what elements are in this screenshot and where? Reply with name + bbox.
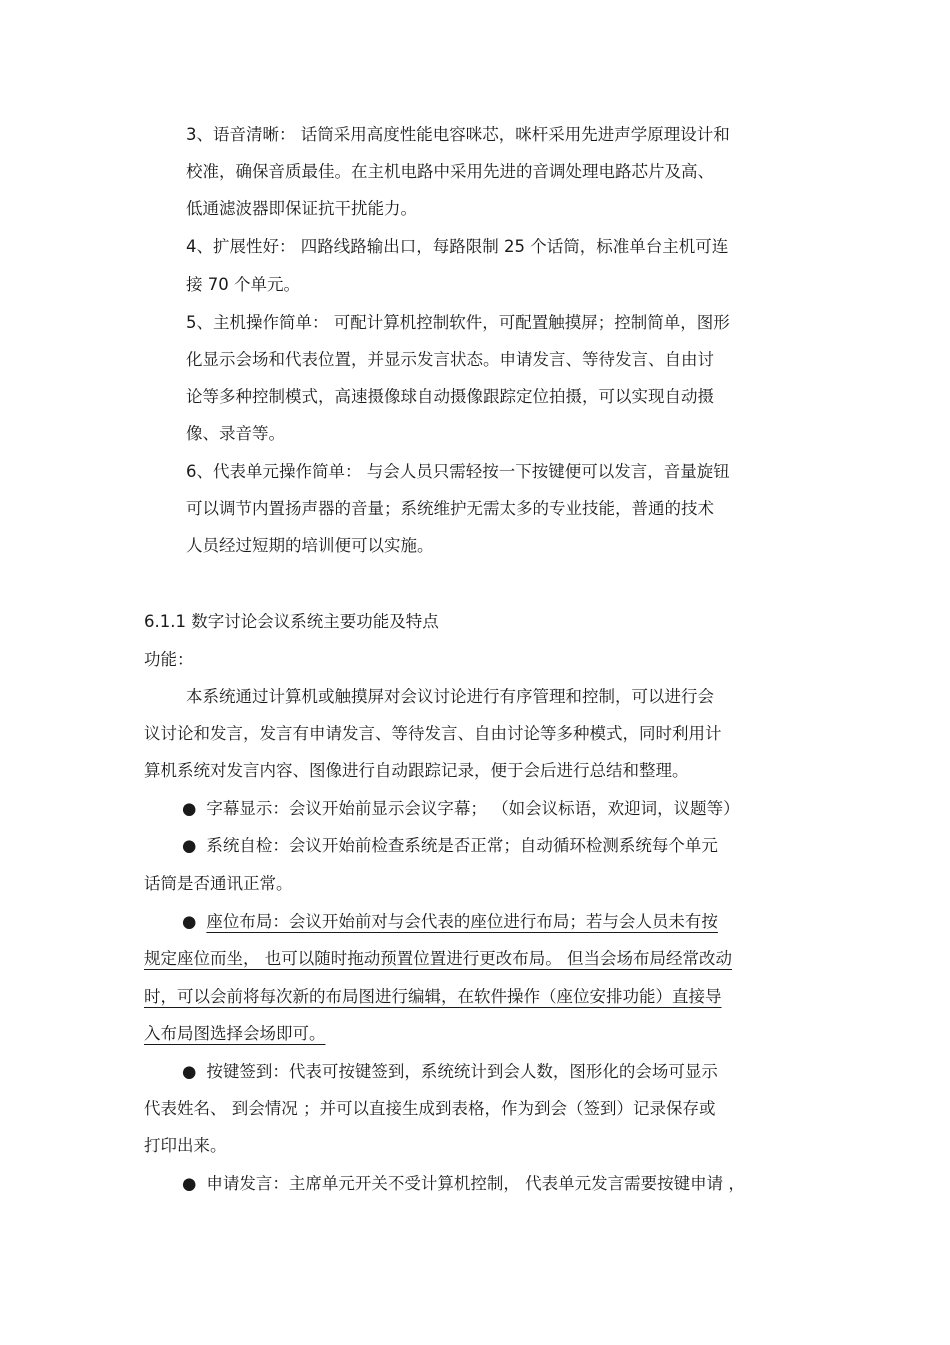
seat-layout-line-2: 规定座位而坐， 也可以随时拖动预置位置进行更改布局。 但当会场布局经常改动: [144, 949, 732, 968]
bullet-icon: ●: [182, 799, 197, 818]
bullet-text: 字幕显示：会议开始前显示会议字幕； （如会议标语，欢迎词，议题等）: [206, 799, 740, 818]
intro-line-1: 本系统通过计算机或触摸屏对会议讨论进行有序管理和控制，可以进行会: [186, 687, 714, 706]
item-6-line-2: 可以调节内置扬声器的音量；系统维护无需太多的专业技能，普通的技术: [186, 499, 714, 518]
bullet-text: 申请发言：主席单元开关不受计算机控制， 代表单元发言需要按键申请 ，: [206, 1174, 745, 1193]
bullet-text: 按键签到：代表可按键签到，系统统计到会人数，图形化的会场可显示: [206, 1062, 718, 1081]
section-heading: 6.1.1 数字讨论会议系统主要功能及特点: [144, 612, 439, 631]
bullet-icon: ●: [182, 912, 197, 931]
bullet-text: 系统自检：会议开始前检查系统是否正常；自动循环检测系统每个单元: [206, 836, 718, 855]
bullet-selfcheck-continued: 话筒是否通讯正常。: [144, 874, 293, 893]
bullet-icon: ●: [182, 1062, 197, 1081]
intro-line-2: 议讨论和发言，发言有申请发言、等待发言、自由讨论等多种模式，同时利用计: [144, 724, 722, 743]
item-5-line-1: 5、主机操作简单： 可配计算机控制软件，可配置触摸屏；控制简单，图形: [186, 313, 730, 332]
function-label: 功能：: [144, 650, 194, 669]
bullet-seat-layout: [182, 910, 718, 934]
bullet-subtitle-display: [182, 797, 740, 821]
item-6-line-3: 人员经过短期的培训便可以实施。: [186, 536, 434, 555]
item-5-line-3: 论等多种控制模式，高速摄像球自动摄像跟踪定位拍摄，可以实现自动摄: [186, 387, 714, 406]
item-3-line-1: 3、语音清晰： 话筒采用高度性能电容咪芯，咪杆采用先进声学原理设计和: [186, 125, 730, 144]
item-5-line-4: 像、录音等。: [186, 424, 285, 443]
bullet-system-selfcheck: [182, 834, 718, 858]
signin-line-3: 打印出来。: [144, 1136, 227, 1155]
seat-layout-line-3: 时，可以会前将每次新的布局图进行编辑，在软件操作（座位安排功能）直接导: [144, 987, 722, 1006]
signin-line-2: 代表姓名、 到会情况 ；并可以直接生成到表格，作为到会（签到）记录保存或: [144, 1099, 716, 1118]
bullet-text: 座位布局：会议开始前对与会代表的座位进行布局；若与会人员未有按: [206, 912, 718, 931]
item-3-line-3: 低通滤波器即保证抗干扰能力。: [186, 199, 417, 218]
item-6-line-1: 6、代表单元操作简单： 与会人员只需轻按一下按键便可以发言，音量旋钮: [186, 462, 730, 481]
bullet-icon: ●: [182, 836, 197, 855]
item-3-line-2: 校准，确保音质最佳。在主机电路中采用先进的音调处理电路芯片及高、: [186, 162, 714, 181]
bullet-request-speak: [182, 1172, 745, 1196]
item-5-line-2: 化显示会场和代表位置，并显示发言状态。申请发言、等待发言、自由讨: [186, 350, 714, 369]
item-4-line-1: 4、扩展性好： 四路线路输出口，每路限制 25 个话筒，标准单台主机可连: [186, 237, 729, 256]
seat-layout-line-4: 入布局图选择会场即可。: [144, 1024, 326, 1043]
bullet-key-signin: [182, 1060, 718, 1084]
bullet-icon: ●: [182, 1174, 197, 1193]
intro-line-3: 算机系统对发言内容、图像进行自动跟踪记录，便于会后进行总结和整理。: [144, 761, 689, 780]
item-4-line-2: 接 70 个单元。: [186, 275, 300, 294]
